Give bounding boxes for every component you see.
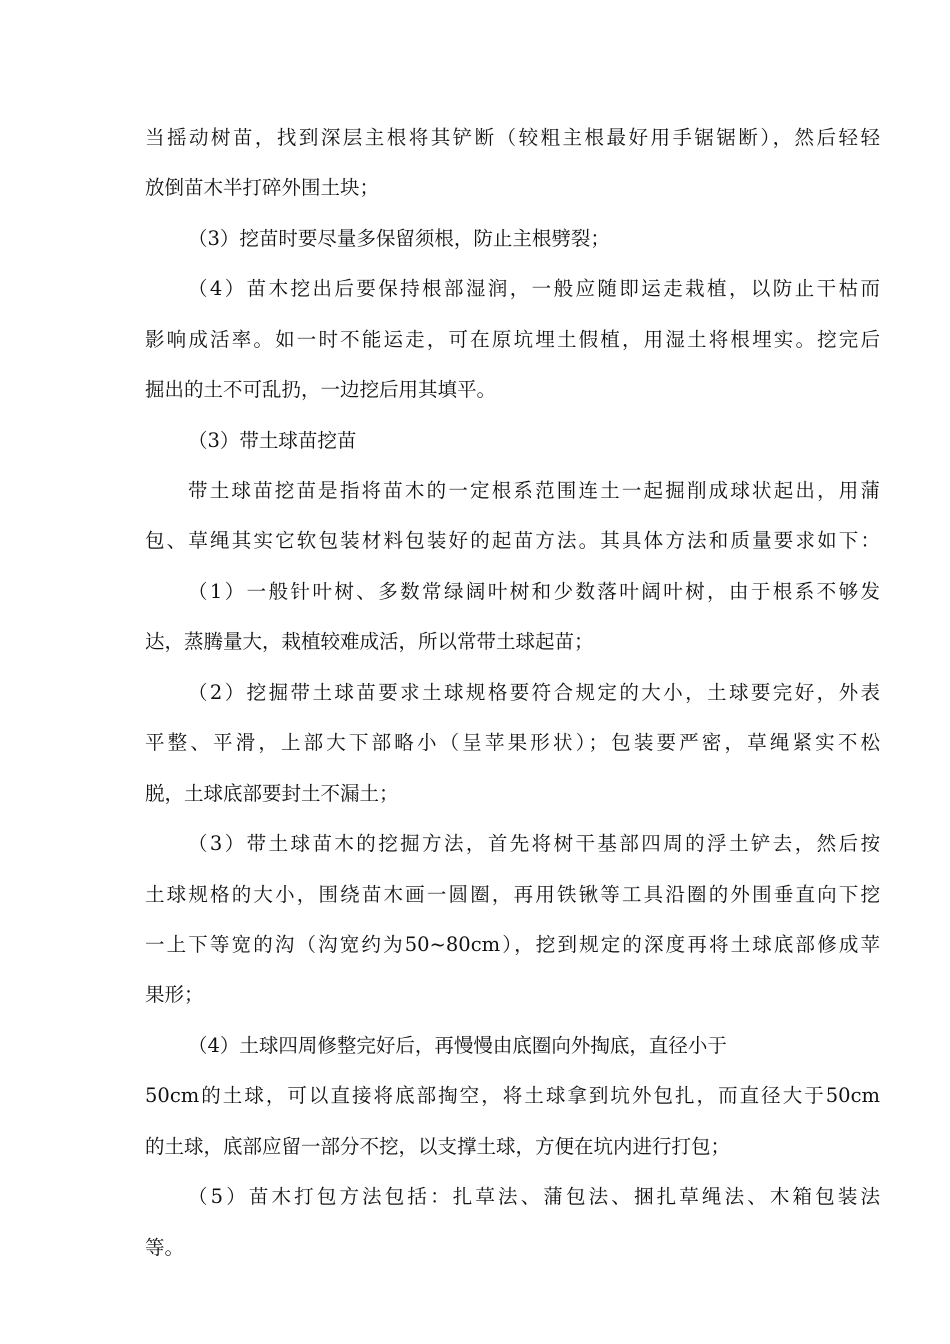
text-line: 带土球苗挖苗是指将苗木的一定根系范围连土一起掘削成球状起出，用蒲 xyxy=(188,479,880,502)
text-line: （4）土球四周修整完好后，再慢慢由底圈向外掏底，直径小于 xyxy=(188,1034,727,1057)
text-line: （3）带土球苗木的挖掘方法，首先将树干基部四周的浮土铲去，然后按 xyxy=(188,832,880,855)
text-line: 影响成活率。如一时不能运走，可在原坑埋土假植，用湿土将根埋实。挖完后 xyxy=(145,328,880,351)
text-line: 平整、平滑，上部大下部略小（呈苹果形状）；包装要严密，草绳紧实不松 xyxy=(145,731,880,754)
text-line: 等。 xyxy=(145,1236,185,1259)
text-line: 一上下等宽的沟（沟宽约为50~80cm），挖到规定的深度再将土球底部修成苹 xyxy=(145,933,880,956)
text-line: 脱，土球底部要封土不漏土； xyxy=(145,782,399,805)
text-line: 包、草绳其实它软包装材料包装好的起苗方法。其具体方法和质量要求如下： xyxy=(145,529,880,552)
text-line: 达，蒸腾量大，栽植较难成活，所以常带土球起苗； xyxy=(145,630,594,653)
section-heading: （3）带土球苗挖苗 xyxy=(188,429,357,452)
text-line: 果形； xyxy=(145,983,204,1006)
text-line: 当摇动树苗，找到深层主根将其铲断（较粗主根最好用手锯锯断），然后轻轻 xyxy=(145,126,880,149)
text-line: 的土球，底部应留一部分不挖，以支撑土球，方便在坑内进行打包； xyxy=(145,1135,731,1158)
text-line: （1）一般针叶树、多数常绿阔叶树和少数落叶阔叶树，由于根系不够发 xyxy=(188,580,880,603)
text-line: 土球规格的大小，围绕苗木画一圆圈，再用铁锹等工具沿圈的外围垂直向下挖 xyxy=(145,883,880,906)
text-line: （5）苗木打包方法包括：扎草法、蒲包法、捆扎草绳法、木箱包装法 xyxy=(188,1185,880,1208)
text-line: （4）苗木挖出后要保持根部湿润，一般应随即运走栽植，以防止干枯而 xyxy=(188,277,880,300)
text-line: 50cm的土球，可以直接将底部掏空，将土球拿到坑外包扎，而直径大于50cm xyxy=(145,1084,880,1107)
text-line: 掘出的土不可乱扔，一边挖后用其填平。 xyxy=(145,378,497,401)
text-line: （2）挖掘带土球苗要求土球规格要符合规定的大小，土球要完好，外表 xyxy=(188,681,880,704)
text-line: （3）挖苗时要尽量多保留须根，防止主根劈裂； xyxy=(188,227,610,250)
text-line: 放倒苗木半打碎外围土块； xyxy=(145,176,380,199)
